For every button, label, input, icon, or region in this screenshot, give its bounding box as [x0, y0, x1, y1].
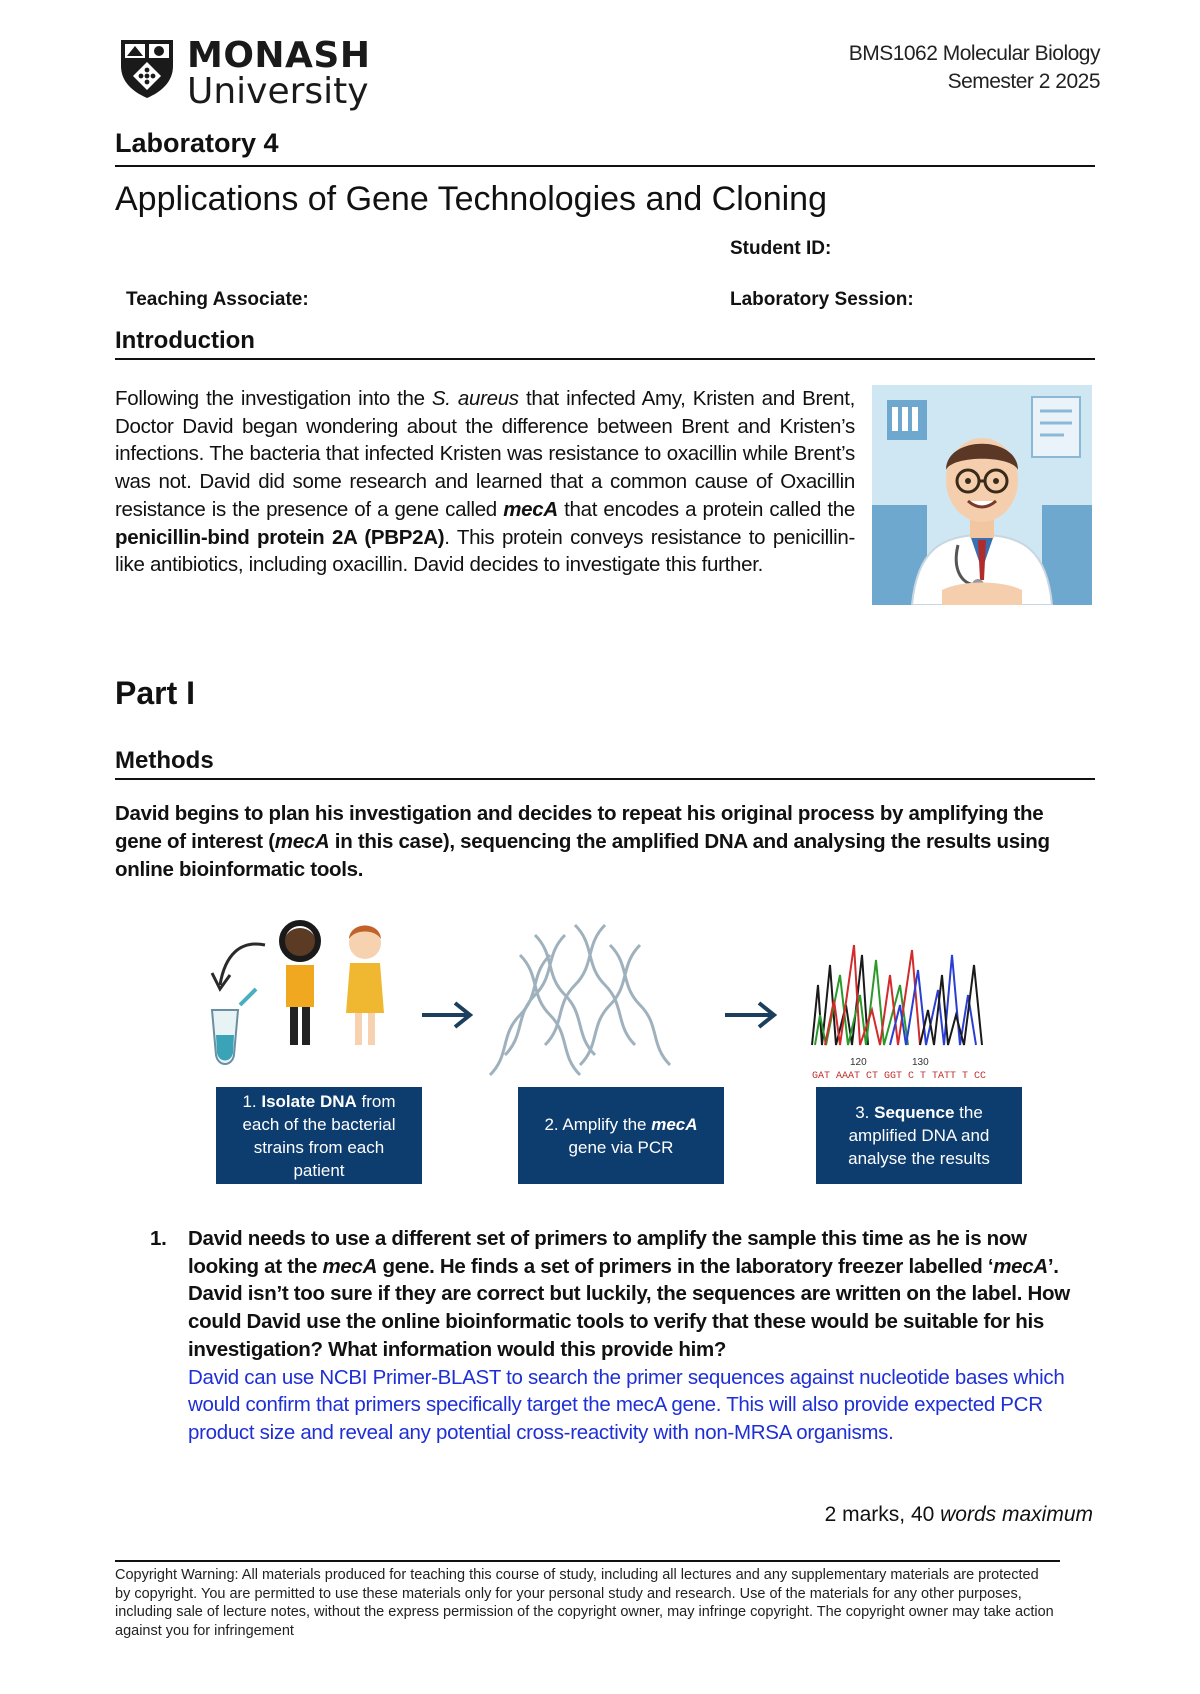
marks-allocation: 2 marks, 40 words maximum — [824, 1503, 1093, 1526]
lab-number: Laboratory 4 — [115, 128, 279, 158]
step-amplify-gene: 2. Amplify the mecA gene via PCR — [518, 1087, 724, 1184]
logo-wordmark-university: University — [187, 71, 369, 112]
divider — [115, 165, 1095, 167]
part-title: Part I — [115, 675, 196, 711]
teaching-associate-label: Teaching Associate: — [126, 289, 309, 310]
workflow-diagram — [200, 915, 1030, 1190]
divider — [115, 778, 1095, 780]
methods-heading: Methods — [115, 747, 214, 774]
laboratory-session-label: Laboratory Session: — [730, 289, 914, 310]
monash-logo — [115, 35, 371, 116]
species-name: S. aureus — [431, 387, 519, 410]
step-isolate-dna: 1. Isolate DNA from each of the bacterial strains from each patient — [216, 1087, 422, 1184]
introduction-paragraph: Following the investigation into the S. aureus that infected Amy, Kristen and Brent, Doctor David began wondering about the difference between Brent and Kristen’s infections. The bacteria that infected Kristen was resistance to oxacillin while Brent’s was not. David did some research and learned that a common cause of Oxacillin resistance is the presence of a gene called mecA that encodes a protein called the penicillin-bind protein 2A (PBP2A). This protein conveys resistance to penicillin-like antibiotics, including oxacillin. David decides to investigate this further. — [115, 387, 856, 577]
chromatogram-sequence: GAT AAAT CT GGT C T TATT T CC — [812, 1071, 987, 1082]
answer-text[interactable]: David can use NCBI Primer-BLAST to search the primer sequences against nucleotide bases which would confirm that primers specifically target the mecA gene. This will also provide expected PCR product size and reveal any potential cross-reactivity with non-MRSA organisms. — [188, 1365, 1065, 1444]
divider — [115, 358, 1095, 360]
chromatogram-tick-130: 130 — [912, 1057, 929, 1068]
question-1 — [150, 1225, 1085, 1447]
gene-name: mecA — [503, 497, 558, 521]
page-title: Applications of Gene Technologies and Cloning — [115, 180, 827, 218]
introduction-heading: Introduction — [115, 327, 255, 354]
student-id-label: Student ID: — [730, 238, 832, 259]
monash-crest-icon — [115, 36, 179, 100]
step-sequence-dna: 3. Sequence the amplified DNA and analyse the results — [816, 1087, 1022, 1184]
gene-name: mecA — [274, 830, 330, 853]
question-number: 1. — [150, 1227, 167, 1250]
workflow-illustrations — [200, 915, 1030, 1085]
semester: Semester 2 2025 — [947, 70, 1100, 93]
logo-wordmark-monash: MONASH — [187, 35, 371, 76]
question-text: David needs to use a different set of primers to amplify the sample this time as he is now looking at the mecA gene. He finds a set of primers in the laboratory freezer labelled ‘mecA’. David isn’t too sure if they are correct but luckily, the sequences are written on the label. How could David use the online bioinformatic tools to verify that these would be suitable for his investigation? What information would this provide him? — [188, 1227, 1070, 1361]
course-code: BMS1062 Molecular Biology — [848, 42, 1100, 65]
course-info — [849, 40, 1100, 96]
methods-paragraph: David begins to plan his investigation and decides to repeat his original process by amplifying the gene of interest (mecA in this case), sequencing the amplified DNA and analysing the results using online bioinformatic tools. — [115, 802, 1050, 881]
copyright-warning: Copyright Warning: All materials produced for teaching this course of study, including all lectures and any supplementary materials are protected by copyright. You are permitted to use these materials only for your personal study and research. Use of the materials for any other purposes, including sale of lecture notes, without the express permission of the copyright owner, may infringe copyright. The copyright owner may take action against you for infringement — [115, 1567, 1054, 1639]
chromatogram-tick-120: 120 — [850, 1057, 867, 1068]
protein-name: penicillin-bind protein 2A (PBP2A) — [115, 525, 445, 549]
footer-divider — [115, 1560, 1060, 1562]
doctor-illustration — [872, 385, 1092, 605]
